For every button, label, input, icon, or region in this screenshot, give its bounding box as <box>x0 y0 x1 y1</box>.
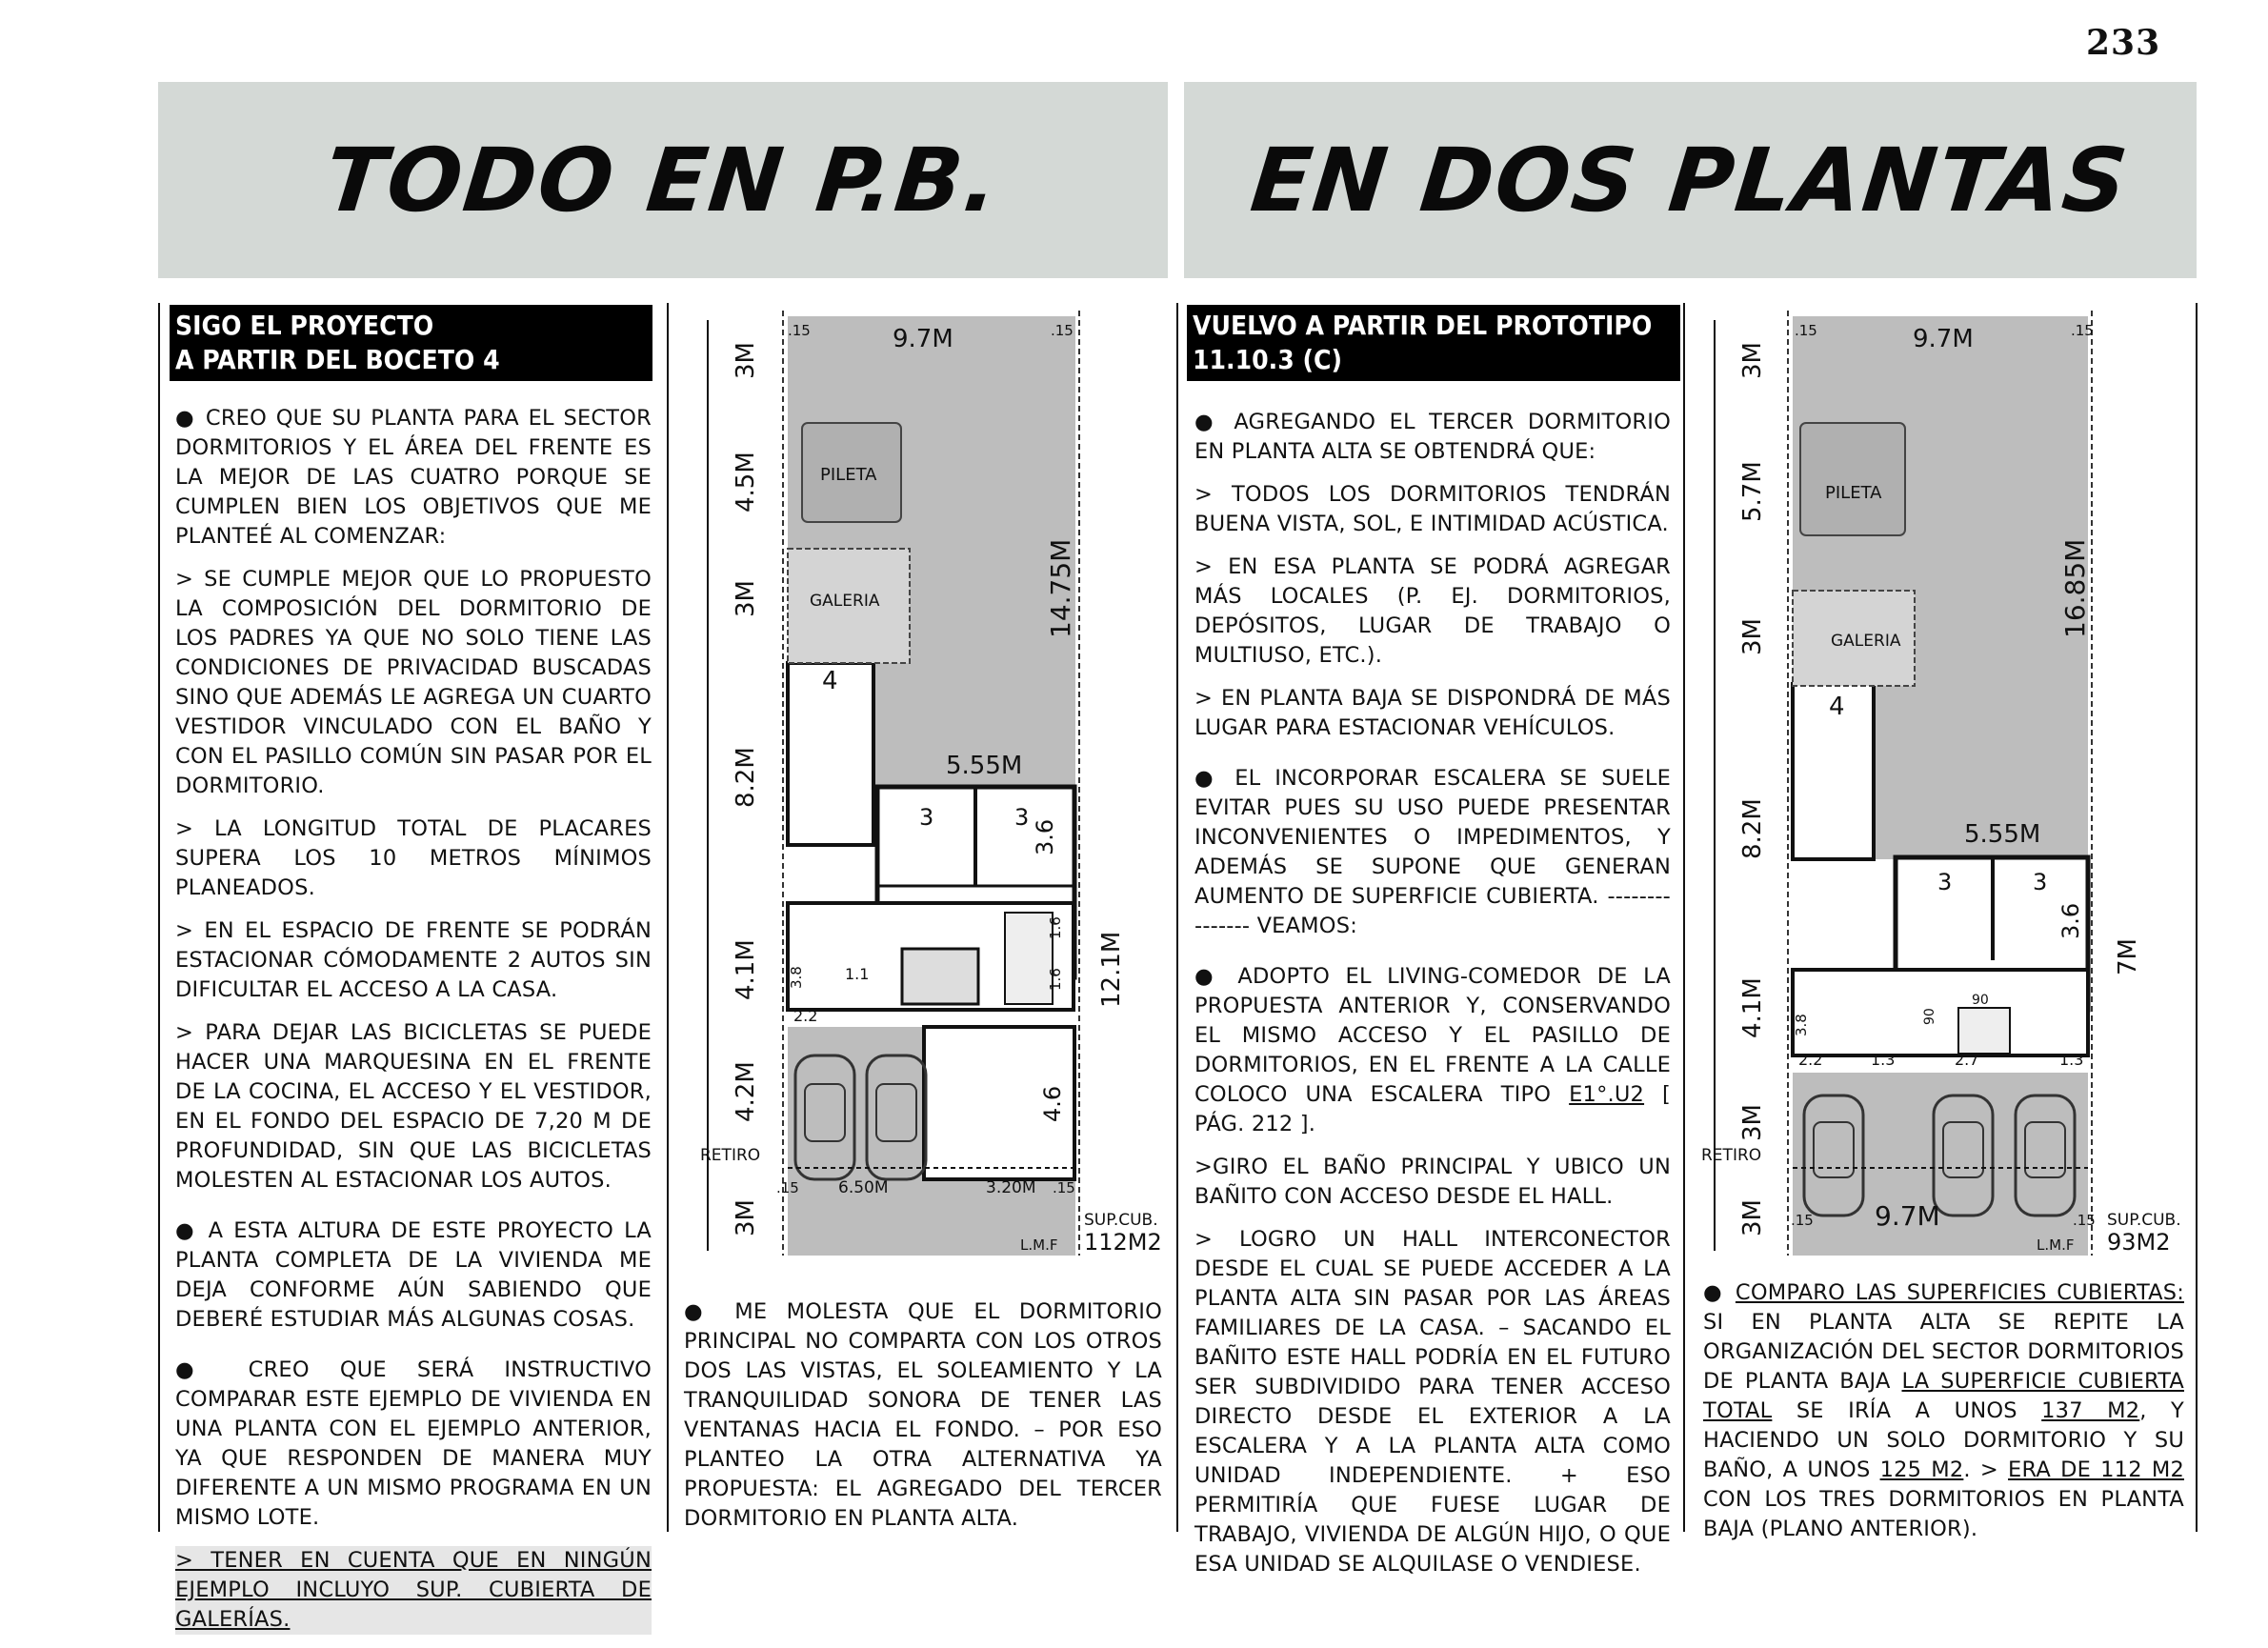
heading-line: VUELVO A PARTIR DEL PROTOTIPO <box>1193 310 1653 341</box>
text-run: ● ADOPTO EL LIVING-COMEDOR DE LA PROPUESTA ANTERIOR Y, CONSERVANDO EL MISMO ACCESO Y EL PASILLO DE DORMITORIOS, EN EL FRENTE A LA CALLE COLOCO UNA ESCALERA TIPO <box>1194 964 1671 1107</box>
dimension: 2.2 <box>793 1007 818 1025</box>
dimension: 3M <box>1738 618 1767 655</box>
column-divider <box>1683 303 1685 1532</box>
heading-line: A PARTIR DEL BOCETO 4 <box>175 344 500 375</box>
dimension: 2.2 <box>1798 1051 1823 1069</box>
paragraph: > TODOS LOS DORMITORIOS TENDRÁN BUENA VISTA, SOL, E INTIMIDAD ACÚSTICA. <box>1194 482 1671 536</box>
right-body-text <box>1194 408 1671 1593</box>
paragraph: > LOGRO UN HALL INTERCONECTOR DESDE EL CUAL SE PUEDE ACCEDER A LA PLANTA ALTA SIN PASAR POR LAS ÁREAS FAMILIARES DE LA CASA. – SACANDO EL BAÑITO ESTE HALL PODRÍA EN EL FUTURO SER SUBDIVIDIDO PARA TENER ACCESO DIRECTO DESDE EL EXTERIOR A LA ESCALERA Y A LA PLANTA ALTA COMO UNIDAD INDEPENDIENTE. + ESO PERMITIRÍA QUE FUESE LUGAR DE TRABAJO, VIVIENDA DE ALGÚN HIJO, O QUE ESA UNIDAD SE ALQUILASE O VENDIESE. <box>1194 1227 1671 1577</box>
text-run: COMPARO LAS SUPERFICIES CUBIERTAS: <box>1735 1280 2184 1305</box>
dimension: 3.20M <box>986 1178 1036 1197</box>
dimension: 3M <box>732 580 760 617</box>
heading-line: SIGO EL PROYECTO <box>175 310 434 341</box>
dimension: 90 <box>1922 1008 1937 1025</box>
dimension: 4.1M <box>732 939 760 1000</box>
dimension: 8.2M <box>1738 798 1767 859</box>
paragraph: ● CREO QUE SERÁ INSTRUCTIVO COMPARAR ESTE EJEMPLO DE VIVIENDA EN UNA PLANTA CON EL EJEMPLO ANTERIOR, YA QUE RESPONDEN DE MANERA MUY DIFERENTE A UN MISMO PROGRAMA EN UN MISMO LOTE. <box>175 1357 652 1530</box>
text-run: SI EN PLANTA ALTA SE REPITE LA ORGANIZACIÓN DEL SECTOR DORMITORIOS DE PLANTA BAJA <box>1703 1310 2184 1394</box>
paragraph: > LA LONGITUD TOTAL DE PLACARES SUPERA LOS 10 METROS MÍNIMOS PLANEADOS. <box>175 816 652 900</box>
dimension: 3M <box>1738 342 1767 379</box>
dimension: 9.7M <box>1875 1200 1940 1232</box>
dimension: 5.55M <box>946 752 1023 780</box>
dimension: .15 <box>2073 1212 2096 1229</box>
paragraph: > EN EL ESPACIO DE FRENTE SE PODRÁN ESTACIONAR CÓMODAMENTE 2 AUTOS SIN DIFICULTAR EL ACCESO A LA CASA. <box>175 918 652 1002</box>
room-number: 4 <box>822 667 838 695</box>
page-number: 233 <box>2086 23 2161 63</box>
banner-title-left: TODO EN P.B. <box>320 129 1006 231</box>
dimension: 3M <box>1738 1104 1767 1141</box>
paragraph: > SE CUMPLE MEJOR QUE LO PROPUESTO LA COMPOSICIÓN DEL DORMITORIO DE LOS PADRES YA QUE NO SOLO TIENE LAS CONDICIONES DE PRIVACIDAD BUSCADAS SINO QUE ADEMÁS LE AGREGA UN CUARTO VESTIDOR VINCULADO CON EL BAÑO Y CON EL PASILLO COMÚN SIN PASAR POR EL DORMITORIO. <box>175 567 652 798</box>
dimension: 3.8 <box>1793 1014 1810 1036</box>
paragraph: ● AGREGANDO EL TERCER DORMITORIO EN PLANTA ALTA SE OBTENDRÁ QUE: <box>1194 410 1671 464</box>
text-run: LA SUPERFICIE CUBIERTA TOTAL <box>1703 1369 2184 1423</box>
paragraph: ● CREO QUE SU PLANTA PARA EL SECTOR DORMITORIOS Y EL ÁREA DEL FRENTE ES LA MEJOR DE LAS CUATRO PORQUE SE CUMPLEN BIEN LOS OBJETIVOS QUE ME PLANTEÉ AL COMENZAR: <box>175 406 652 549</box>
lmf-label: L.M.F <box>1020 1236 1058 1254</box>
galeria-label: GALERIA <box>1831 632 1901 651</box>
galeria-label: GALERIA <box>810 592 880 611</box>
dimension: 1.6 <box>1047 916 1064 939</box>
text-run: CON LOS TRES DORMITORIOS EN PLANTA BAJA (PLANO ANTERIOR). <box>1703 1487 2184 1541</box>
lmf-label: L.M.F <box>2037 1236 2075 1254</box>
dimension: 2.7 <box>1955 1051 1979 1069</box>
paragraph <box>1194 962 1671 1139</box>
dimension: 1.3 <box>2059 1051 2084 1069</box>
right-plan-caption <box>1703 1278 2184 1558</box>
paragraph: > PARA DEJAR LAS BICICLETAS SE PUEDE HACER UNA MARQUESINA EN EL FRENTE DE LA COCINA, EL ACCESO Y EL VESTIDOR, EN EL FONDO DEL ESPACIO DE 7,20 M DE PROFUNDIDAD, SIN QUE LAS BICICLETAS MOLESTEN AL ESTACIONAR LOS AUTOS. <box>175 1020 652 1193</box>
dimension: .15 <box>1053 1179 1075 1196</box>
dimension: 5.55M <box>1964 820 2041 849</box>
room-number: 3 <box>2033 869 2048 895</box>
sup-value: 112M2 <box>1084 1229 1162 1256</box>
dimension: 1.3 <box>1871 1051 1896 1069</box>
dimension: 1.1 <box>845 965 870 983</box>
room-number: 3 <box>919 804 934 831</box>
left-body-text <box>175 404 652 1648</box>
dimension: 12.1M <box>1097 931 1126 1008</box>
dimension: 3.6 <box>2057 902 2084 939</box>
paragraph: > EN PLANTA BAJA SE DISPONDRÁ DE MÁS LUGAR PARA ESTACIONAR VEHÍCULOS. <box>1194 686 1671 740</box>
dimension: 6.50M <box>838 1178 889 1197</box>
banner-title-right: EN DOS PLANTAS <box>1246 129 2135 231</box>
text-run: SE IRÍA A UNOS <box>1796 1398 2017 1423</box>
dimension: 3M <box>732 342 760 379</box>
text-run: 137 M2 <box>2041 1398 2140 1423</box>
column-divider <box>158 303 160 1532</box>
dimension: 3M <box>732 1199 760 1236</box>
retiro-label: RETIRO <box>700 1146 761 1165</box>
dimension: .15 <box>1795 322 1817 339</box>
dimension: .15 <box>788 322 811 339</box>
dimension: 4.1M <box>1738 977 1767 1038</box>
text-run: [ PÁG. 212 ]. <box>1194 1082 1672 1136</box>
paragraph-note: > TENER EN CUENTA QUE EN NINGÚN EJEMPLO INCLUYO SUP. CUBIERTA DE GALERÍAS. <box>175 1546 652 1635</box>
paragraph <box>1703 1278 2184 1544</box>
right-section-heading <box>1187 305 1680 381</box>
text-run: ● <box>1703 1280 1736 1305</box>
dimension: .15 <box>1051 322 1074 339</box>
dimension: 16.85M <box>2059 538 2091 638</box>
pool-label: PILETA <box>1825 483 1882 503</box>
dimension: 9.7M <box>893 325 953 353</box>
dimension: 7M <box>2114 938 2142 975</box>
dimension: 90 <box>1972 993 1989 1008</box>
dimension: 4.5M <box>732 452 760 512</box>
sup-label: SUP.CUB. <box>1084 1211 1158 1230</box>
dimension: 14.75M <box>1045 538 1076 638</box>
dimension: 3.8 <box>788 966 805 989</box>
dimension: 3.6 <box>1032 818 1058 855</box>
pool-label: PILETA <box>820 465 877 485</box>
dimension: 8.2M <box>732 747 760 808</box>
text-run: . <box>1963 1457 1971 1482</box>
dimension: .15 <box>2071 322 2094 339</box>
floor-plan-left <box>681 303 1167 1270</box>
dimension: 1.6 <box>1047 968 1064 991</box>
dimension: .15 <box>1791 1212 1814 1229</box>
room-number: 3 <box>1937 869 1953 895</box>
room-number: 4.6 <box>1039 1085 1066 1122</box>
sup-value: 93M2 <box>2107 1229 2171 1256</box>
dimension: .15 <box>776 1179 799 1196</box>
dimension: 5.7M <box>1738 461 1767 522</box>
room-number: 4 <box>1829 693 1845 721</box>
dimension: 4.2M <box>732 1061 760 1122</box>
paragraph: >GIRO EL BAÑO PRINCIPAL Y UBICO UN BAÑITO CON ACCESO DESDE EL HALL. <box>1194 1155 1671 1209</box>
column-divider <box>2196 303 2198 1532</box>
dimension: 9.7M <box>1913 325 1974 353</box>
paragraph: ● EL INCORPORAR ESCALERA SE SUELE EVITAR PUES SU USO PUEDE PRESENTAR INCONVENIENTES O IMPEDIMENTOS, Y ADEMÁS SE SUPONE QUE GENERAN AUMENTO DE SUPERFICIE CUBIERTA. --------------- VEAMOS: <box>1194 766 1671 938</box>
room-number: 3 <box>1014 804 1030 831</box>
left-plan-caption <box>684 1297 1162 1547</box>
paragraph: > EN ESA PLANTA SE PODRÁ AGREGAR MÁS LOCALES (P. EJ. DORMITORIOS, DEPÓSITOS, LUGAR DE TRABAJO O MULTIUSO, ETC.). <box>1194 554 1671 668</box>
retiro-label: RETIRO <box>1701 1146 1762 1165</box>
left-section-heading <box>170 305 652 381</box>
heading-line: 11.10.3 (C) <box>1193 344 1343 375</box>
paragraph: ● A ESTA ALTURA DE ESTE PROYECTO LA PLANTA COMPLETA DE LA VIVIENDA ME DEJA CONFORME AÚN SABIENDO QUE DEBERÉ ESTUDIAR MÁS ALGUNAS COSAS. <box>175 1218 652 1332</box>
text-run: ERA DE 112 M2 <box>2008 1457 2184 1482</box>
paragraph: ● ME MOLESTA QUE EL DORMITORIO PRINCIPAL NO COMPARTA CON LOS OTROS DOS LAS VISTAS, EL SOLEAMIENTO Y LA TRANQUILIDAD SONORA DE TENER LAS VENTANAS HACIA EL FONDO. – POR ESO PLANTEO LA OTRA ALTERNATIVA YA PROPUESTA: EL AGREGADO DEL TERCER DORMITORIO EN PLANTA ALTA. <box>684 1299 1162 1531</box>
column-divider <box>667 303 669 1532</box>
sup-label: SUP.CUB. <box>2107 1211 2181 1230</box>
reference-code: E1°.U2 <box>1569 1082 1645 1107</box>
text-run: > <box>1979 1457 1998 1482</box>
banner-en-dos-plantas <box>1184 82 2197 278</box>
dimension: 3M <box>1738 1199 1767 1236</box>
text-run: 125 M2 <box>1879 1457 1964 1482</box>
floor-plan-right <box>1697 303 2191 1270</box>
text-run: , Y HACIENDO UN SOLO DORMITORIO Y SU BAÑO, A UNOS <box>1703 1398 2184 1482</box>
banner-todo-en-pb <box>158 82 1168 278</box>
column-divider <box>1176 303 1178 1532</box>
